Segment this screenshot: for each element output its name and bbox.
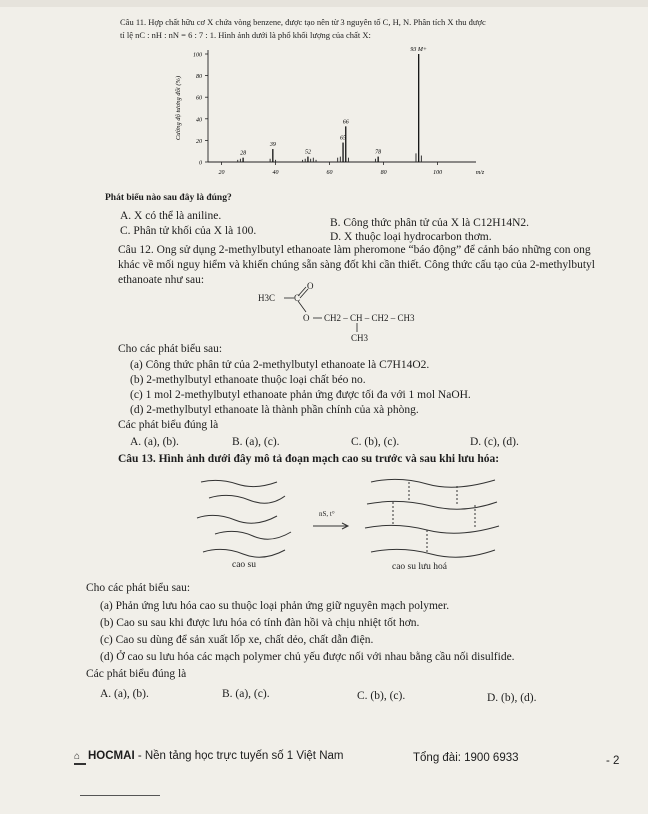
y-axis-label: Cường độ tương đối (%) <box>175 75 182 141</box>
footer-hotline: Tổng đài: 1900 6933 <box>413 752 519 764</box>
peak-label: 93 M+ <box>410 47 427 53</box>
y-tick-label: 80 <box>196 74 202 81</box>
peak-label: 78 <box>375 149 382 156</box>
x-axis-label: m/z <box>475 170 485 176</box>
q11-question: Phát biểu nào sau đây là đúng? <box>105 193 232 203</box>
y-tick-label: 40 <box>196 117 202 124</box>
q12-option-b[interactable]: B. (a), (c). <box>232 436 280 448</box>
x-tick-label: 80 <box>380 170 387 176</box>
q12-line2: khác về mối nguy hiểm và khiến chúng sẵn sàng đốt khi cần thiết. Công thức cấu tạo của 2-methylbutyl <box>118 259 595 271</box>
q13-line1: Câu 13. Hình ảnh dưới đây mô tả đoạn mạch cao su trước và sau khi lưu hóa: <box>118 453 500 465</box>
y-tick-label: 20 <box>196 138 202 145</box>
q11-option-d[interactable]: D. X thuộc loại hydrocarbon thơm. <box>330 231 492 243</box>
x-tick-label: 20 <box>218 170 225 176</box>
formula-carbon: C <box>294 293 301 303</box>
formula-o-top: O <box>307 281 314 291</box>
formula-ch3: CH3 <box>351 333 369 343</box>
y-tick-label: 0 <box>199 160 202 167</box>
q11-option-c[interactable]: C. Phân tử khối của X là 100. <box>120 225 257 237</box>
q11-option-a[interactable]: A. X có thể là aniline. <box>120 210 222 222</box>
peak-label: 39 <box>269 142 276 149</box>
q11-line2: tỉ lệ nC : nH : nN = 6 : 7 : 1. Hình ảnh dưới là phổ khối lượng của chất X: <box>120 30 371 40</box>
q13-statement-a: (a) Phản ứng lưu hóa cao su thuộc loại phản ứng giữ nguyên mạch polymer. <box>100 600 450 612</box>
formula-h3c: H3C <box>258 293 276 303</box>
q12-statement-d: (d) 2-methylbutyl ethanoate là thành phần chính của xà phòng. <box>130 404 419 416</box>
q12-correct-question: Các phát biểu đúng là <box>118 419 219 431</box>
rubber-vulcanization-diagram <box>195 472 505 570</box>
peak-label: 66 <box>342 119 349 126</box>
q13-right-caption: cao su lưu hoá <box>392 562 448 572</box>
x-tick-label: 40 <box>272 170 279 176</box>
q11-line1: Câu 11. Hợp chất hữu cơ X chứa vòng benzene, được tạo nên từ 3 nguyên tố C, H, N. Phân tích X thu được <box>120 17 486 27</box>
q13-correct-question: Các phát biểu đúng là <box>86 668 187 680</box>
q12-option-c[interactable]: C. (b), (c). <box>351 436 400 448</box>
q12-option-d[interactable]: D. (c), (d). <box>470 436 519 448</box>
q13-option-a[interactable]: A. (a), (b). <box>100 688 149 700</box>
q12-line1: Câu 12. Ong sử dụng 2-methylbutyl ethanoate làm pheromone “báo động” để cảnh báo những con ong <box>118 244 591 256</box>
x-tick-label: 100 <box>433 170 443 176</box>
peak-label: 65 <box>340 135 347 142</box>
structural-formula <box>258 281 488 354</box>
formula-chain: CH2 – CH – CH2 – CH3 <box>324 313 415 323</box>
footer-brand: HOCMAI <box>88 750 135 762</box>
q12-statement-c: (c) 1 mol 2-methylbutyl ethanoate phản ứng được tối đa với 1 mol NaOH. <box>130 389 471 401</box>
peak-label: 52 <box>304 149 311 156</box>
q13-option-d[interactable]: D. (b), (d). <box>487 692 537 704</box>
mass-spectrum-svg <box>170 42 506 194</box>
q13-option-b[interactable]: B. (a), (c). <box>222 688 270 700</box>
q13-statement-c: (c) Cao su dùng để sản xuất lốp xe, chất dẻo, chất dẫn điện. <box>100 634 374 646</box>
q12-line3: ethanoate như sau: <box>118 274 205 286</box>
hocmai-logo-icon: ⌂ <box>74 751 86 765</box>
page-number: - 2 <box>606 755 620 767</box>
footer-tagline: - Nền tảng học trực tuyến số 1 Việt Nam <box>134 750 344 762</box>
mass-spectrum-chart <box>170 42 506 194</box>
y-tick-label: 60 <box>196 95 202 102</box>
q12-statement-b: (b) 2-methylbutyl ethanoate thuộc loại chất béo no. <box>130 374 366 386</box>
q13-statement-d: (d) Ở cao su lưu hóa các mạch polymer chủ yếu được nối với nhau bằng cầu nối disulfide. <box>100 651 515 663</box>
q13-left-caption: cao su <box>232 560 257 570</box>
q13-intro: Cho các phát biểu sau: <box>86 582 191 594</box>
q13-option-c[interactable]: C. (b), (c). <box>357 690 406 702</box>
q11-option-b[interactable]: B. Công thức phân tử của X là C12H14N2. <box>330 217 529 229</box>
rubber-chains-svg <box>195 472 505 570</box>
peak-label: 28 <box>240 150 247 157</box>
q12-statement-a: (a) Công thức phân tử của 2-methylbutyl ethanoate là C7H14O2. <box>130 359 430 371</box>
rubber-arrow-label: nS, t° <box>319 510 335 518</box>
y-tick-label: 100 <box>193 52 202 59</box>
footer-brand-line <box>74 750 343 765</box>
formula-o-bottom: O <box>303 313 310 323</box>
x-tick-label: 60 <box>326 170 333 176</box>
footer-rule <box>80 795 160 796</box>
page-top-edge <box>0 0 648 7</box>
q12-intro: Cho các phát biểu sau: <box>118 343 223 355</box>
q13-statement-b: (b) Cao su sau khi được lưu hóa có tính đàn hồi và chịu nhiệt tốt hơn. <box>100 617 420 629</box>
q12-option-a[interactable]: A. (a), (b). <box>130 436 179 448</box>
